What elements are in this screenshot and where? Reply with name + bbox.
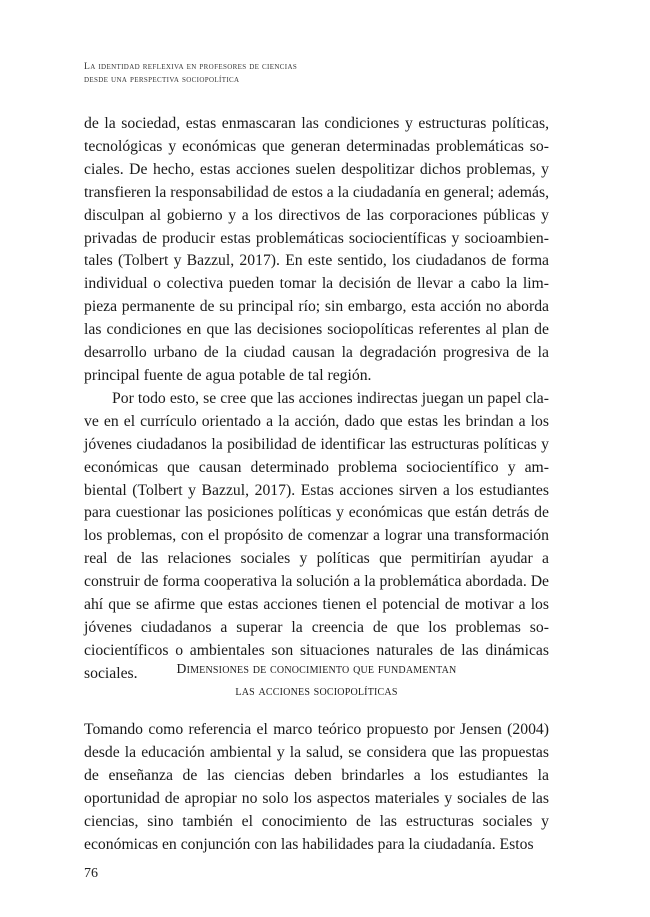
section-body-text	[84, 719, 549, 856]
running-header-line-1: La identidad reflexiva en profesores de ciencias	[84, 61, 298, 72]
running-header	[84, 60, 564, 86]
running-header-line-2: desde una perspectiva sociopolítica	[84, 74, 240, 85]
section-heading-line-2: las acciones sociopolíticas	[235, 683, 398, 698]
paragraph: Por todo esto, se cree que las acciones indirectas juegan un papel clave en el currículo orientado a la acción, dado que estas les brindan a los jóvenes ciudadanos la posibilidad de identificar las estructuras políticas y económicas que causan determinado problema sociocientífico y ambiental (Tolbert y Bazzul, 2017). Estas acciones sirven a los estudiantes para cuestionar las posiciones políticas y económicas que están detrás de los problemas, con el propósito de comenzar a lograr una transformación real de las relaciones sociales y políticas que permitirían ayudar a construir de forma cooperativa la solución a la problemática abordada. De ahí que se afirme que estas acciones tienen el potencial de motivar a los jóvenes ciudadanos a superar la creencia de que los problemas sociocientíficos o ambientales son situaciones naturales de las dinámicas sociales.	[84, 389, 549, 682]
section-heading	[84, 658, 549, 702]
section-heading-line-1: Dimensiones de conocimiento que fundamentan	[176, 661, 457, 676]
paragraph: Tomando como referencia el marco teórico propuesto por Jensen (2004) desde la educación ambiental y la salud, se considera que las propuestas de enseñanza de las ciencias deben brindarles a los estudiantes la oportunidad de apropiar no solo los aspectos materiales y sociales de las ciencias, sino también el conocimiento de las estructuras sociales y económicas en conjunción con las habilidades para la ciudadanía. Estos	[84, 721, 549, 853]
page-number: 76	[84, 866, 98, 881]
body-text	[84, 113, 549, 686]
paragraph-continued: de la sociedad, estas enmascaran las condiciones y estructuras políticas, tecnológicas y económicas que generan determinadas problemáticas sociales. De hecho, estas acciones suelen despolitizar dichos problemas, y transfieren la responsabilidad de estos a la ciudadanía en general; además, disculpan al gobierno y a los directivos de las corporaciones públicas y privadas de producir estas problemáticas sociocientíficas y socioambientales (Tolbert y Bazzul, 2017). En este sentido, los ciudadanos de forma individual o colectiva pueden tomar la decisión de llevar a cabo la limpieza permanente de su principal río; sin embargo, esta acción no aborda las condiciones en que las decisiones sociopolíticas referentes al plan de desarrollo urbano de la ciudad causan la degradación progresiva de la principal fuente de agua potable de tal región.	[84, 115, 549, 384]
